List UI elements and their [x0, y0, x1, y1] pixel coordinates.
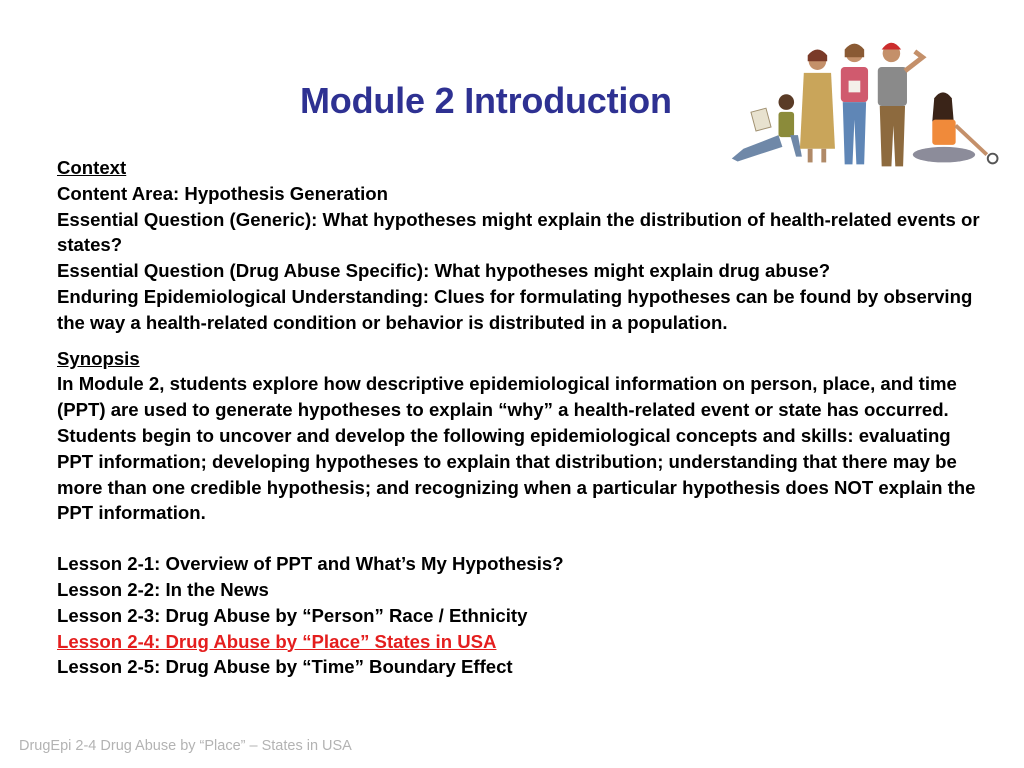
lesson-item-current: Lesson 2-4: Drug Abuse by “Place” States in USA [57, 630, 497, 652]
lesson-item: Lesson 2-5: Drug Abuse by “Time” Boundary Effect [57, 656, 513, 678]
lesson-item: Lesson 2-2: In the News [57, 578, 269, 600]
woman-in-coat-figure [800, 50, 835, 163]
synopsis-text: In Module 2, students explore how descriptive epidemiological information on person, place, and time (PPT) are used to generate hypotheses to explain “why” a health-related event or state has occurred. Students begin to uncover and develop the following epidemiological concepts and skills: evaluating PPT information; developing hypotheses to explain that distribution; understanding that there may be more than one credible hypothesis; and recognizing when a particular hypothesis does NOT explain the PPT information. [57, 373, 976, 524]
lesson-item: Lesson 2-3: Drug Abuse by “Person” Race / Ethnicity [57, 604, 528, 626]
essential-question-generic: Essential Question (Generic): What hypotheses might explain the distribution of health-related events or states? [57, 208, 980, 256]
lesson-item: Lesson 2-1: Overview of PPT and What’s My Hypothesis? [57, 553, 564, 575]
boy-in-red-cap-figure [878, 43, 923, 167]
seated-boy-figure [732, 94, 802, 161]
slide-body [57, 155, 987, 680]
lesson-list [57, 551, 987, 680]
context-section [57, 155, 987, 336]
synopsis-heading: Synopsis [57, 347, 140, 369]
slide-title: Module 2 Introduction [300, 80, 672, 121]
synopsis-section [57, 346, 987, 527]
enduring-understanding: Enduring Epidemiological Understanding: Clues for formulating hypotheses can be found by observing the way a health-related condition or behavior is distributed in a population. [57, 285, 973, 333]
context-heading: Context [57, 157, 127, 178]
content-area-line: Content Area: Hypothesis Generation [57, 182, 388, 204]
seated-girl-figure [913, 92, 998, 163]
girl-in-pink-figure [841, 44, 868, 165]
slide-footer: DrugEpi 2-4 Drug Abuse by “Place” – States in USA [19, 738, 352, 754]
essential-question-specific: Essential Question (Drug Abuse Specific): What hypotheses might explain drug abuse? [57, 260, 831, 282]
